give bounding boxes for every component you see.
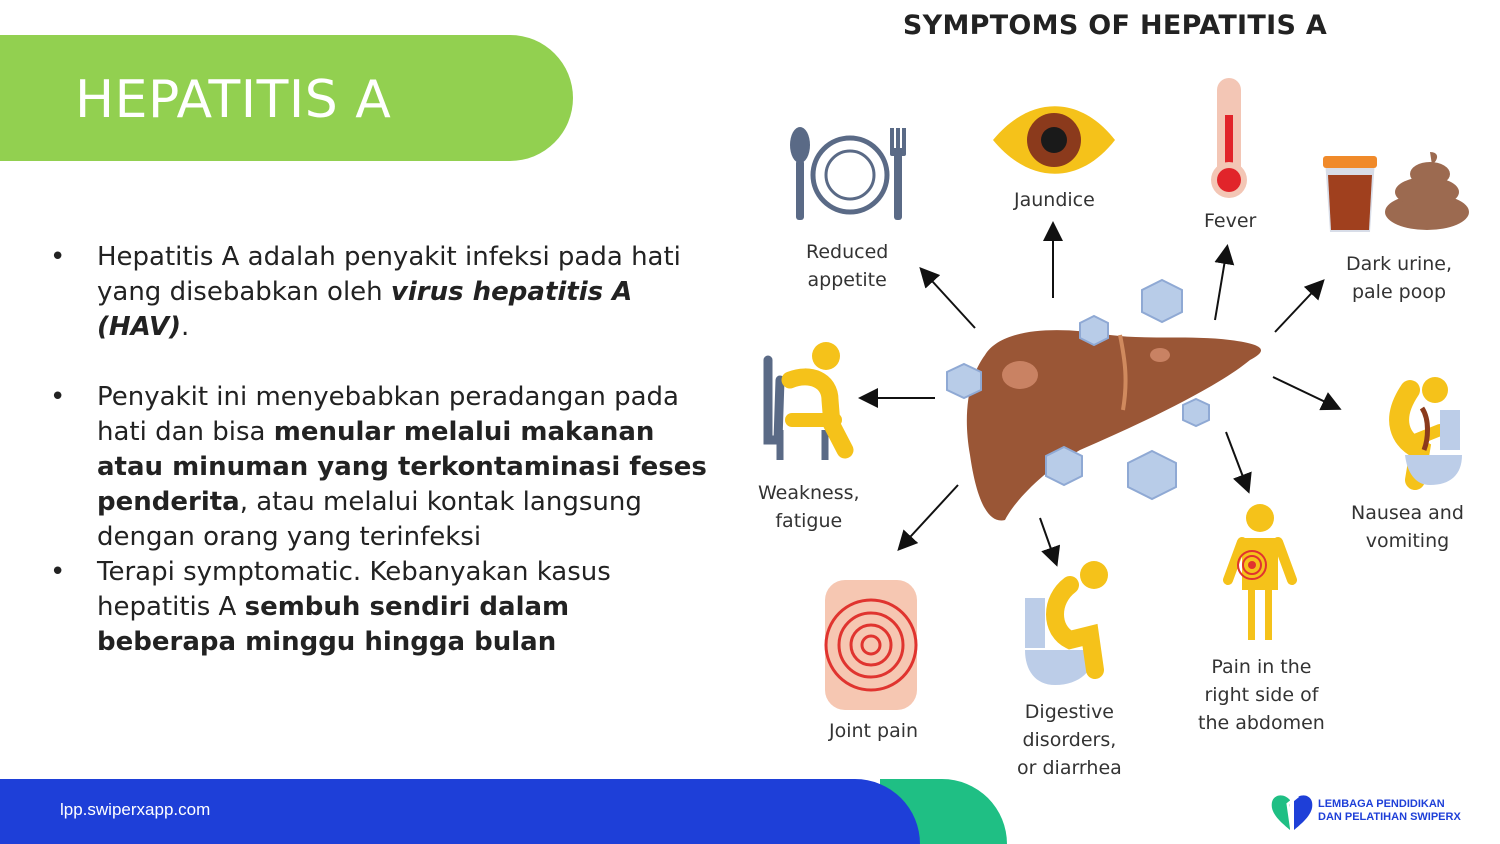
toilet-figure-icon bbox=[1025, 561, 1108, 685]
label-nausea: Nausea and vomiting bbox=[1351, 502, 1464, 552]
symptoms-infographic bbox=[750, 0, 1500, 780]
utensils-icon bbox=[790, 127, 906, 220]
bullet-text: Terapi symptomatic. Kebanyakan kasus hepatitis A sembuh sendiri dalam beberapa minggu hingga bulan bbox=[97, 557, 611, 657]
label-jaundice: Jaundice bbox=[1014, 189, 1095, 211]
heart-logo-icon bbox=[1268, 790, 1316, 835]
abdomen-pain-figure-icon bbox=[1228, 504, 1292, 640]
bullet-text: Penyakit ini menyebabkan peradangan pada hati dan bisa menular melalui makanan atau minuman yang terkontaminasi feses penderita, atau melalui kontak langsung dengan orang yang terinfeksi bbox=[97, 382, 707, 552]
label-weakness: Weakness, fatigue bbox=[758, 482, 860, 532]
poop-icon bbox=[1385, 152, 1469, 230]
label-fever: Fever bbox=[1204, 210, 1257, 232]
label-pain-abdomen: Pain in the right side of the abdomen bbox=[1198, 656, 1325, 734]
bullet-marker: • bbox=[50, 557, 66, 587]
bullet-list bbox=[50, 240, 710, 660]
label-reduced-appetite: Reduced appetite bbox=[806, 241, 889, 291]
bullet-item bbox=[50, 555, 710, 660]
thermometer-icon bbox=[1211, 78, 1247, 198]
infographic-title: SYMPTOMS OF HEPATITIS A bbox=[902, 10, 1328, 41]
label-digestive: Digestive disorders, or diarrhea bbox=[1017, 701, 1122, 779]
logo-text bbox=[1318, 798, 1461, 824]
bullet-text: Hepatitis A adalah penyakit infeksi pada hati yang disebabkan oleh virus hepatitis A (HAV). bbox=[97, 242, 681, 342]
bullet-item bbox=[50, 380, 710, 555]
slide-title: HEPATITIS A bbox=[75, 70, 392, 130]
infographic-illustration bbox=[750, 0, 1500, 780]
liver-icon bbox=[967, 330, 1261, 520]
urine-cup-icon bbox=[1323, 156, 1377, 232]
eye-icon bbox=[993, 106, 1115, 174]
weakness-figure-icon bbox=[768, 342, 845, 460]
label-joint-pain: Joint pain bbox=[829, 720, 919, 742]
logo-line2: DAN PELATIHAN SWIPERX bbox=[1318, 811, 1461, 823]
logo-line1: LEMBAGA PENDIDIKAN bbox=[1318, 798, 1445, 810]
bullet-item bbox=[50, 240, 710, 345]
bullet-marker: • bbox=[50, 242, 66, 272]
label-dark-urine: Dark urine, pale poop bbox=[1346, 253, 1453, 303]
nausea-figure-icon bbox=[1399, 377, 1462, 485]
swiperx-logo bbox=[1268, 790, 1478, 835]
bullet-marker: • bbox=[50, 382, 66, 412]
knee-icon bbox=[825, 580, 917, 710]
footer-url: lpp.swiperxapp.com bbox=[60, 800, 211, 819]
